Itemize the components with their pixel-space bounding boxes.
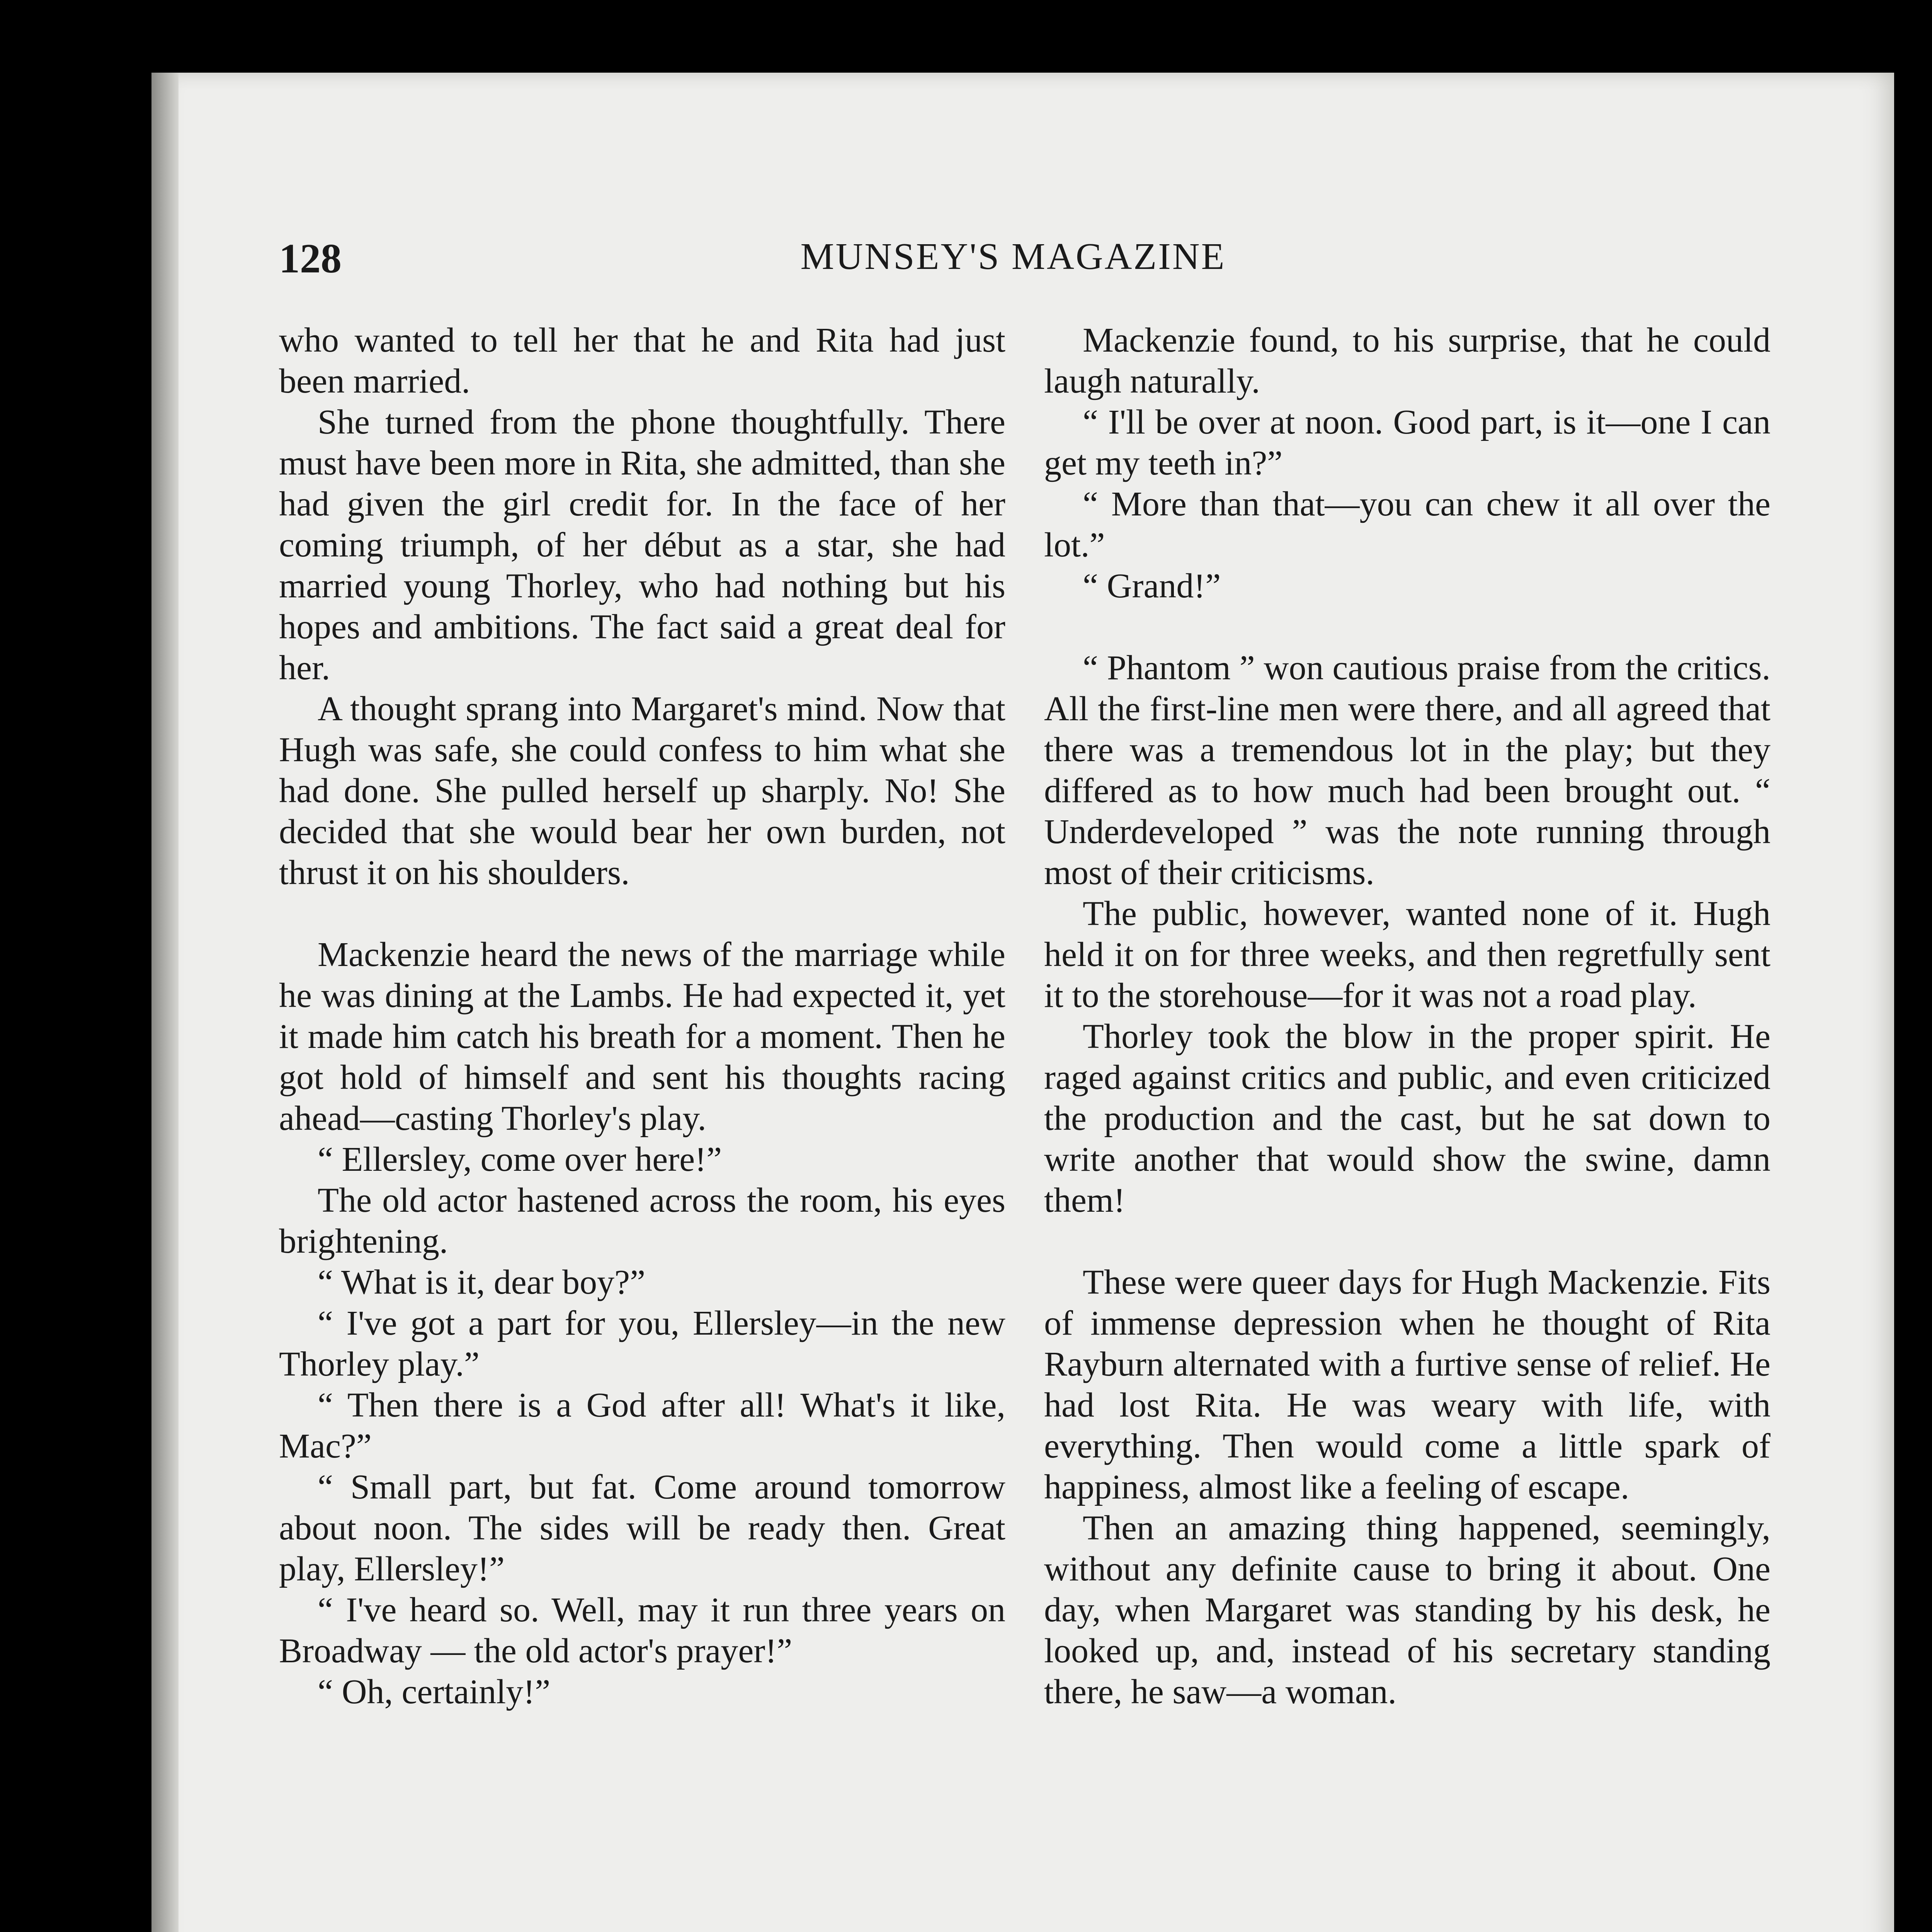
right-column [1044,320,1770,1713]
paragraph: These were queer days for Hugh Mackenzie. Fits of immense depression when he thought of Rita Rayburn alternated with a furtive sense of relief. He had lost Rita. He was weary with life, with everything. Then would come a little spark of happiness, almost like a feeling of escape. [1044,1263,1770,1506]
paragraph: Thorley took the blow in the proper spirit. He raged against critics and public, and even criticized the production and the cast, but he sat down to write another that would show the swine, damn them! [1044,1017,1770,1219]
paragraph: “ I'll be over at noon. Good part, is it—one I can get my teeth in?” [1044,403,1770,482]
paragraph: who wanted to tell her that he and Rita had just been married. [279,321,1005,400]
paragraph: “ Phantom ” won cautious praise from the critics. All the first-line men were there, and all agreed that there was a tremendous lot in the play; but they differed as to how much had been brought out. “ Underdeveloped ” was the note running through most of their criticisms. [1044,649,1770,892]
paragraph: A thought sprang into Margaret's mind. Now that Hugh was safe, she could confess to him what she had done. She pulled herself up sharply. No! She decided that she would bear her own burden, not thrust it on his shoulders. [279,690,1005,892]
paragraph: Then an amazing thing happened, seemingly, without any definite cause to bring it about. One day, when Margaret was standing by his desk, he looked up, and, instead of his secretary standing there, he saw—a woman. [1044,1509,1770,1711]
paragraph: Mackenzie found, to his surprise, that he could laugh naturally. [1044,321,1770,400]
left-column [279,320,1005,1713]
paragraph: “ Then there is a God after all! What's it like, Mac?” [279,1386,1005,1465]
page-number: 128 [279,236,342,282]
paragraph: “ What is it, dear boy?” [318,1263,646,1301]
page-gutter-shadow [151,73,179,1932]
section-break [1044,607,1770,648]
magazine-page [151,73,1894,1932]
section-break [1044,1221,1770,1262]
page-header [279,235,1747,289]
paragraph: She turned from the phone thoughtfully. There must have been more in Rita, she admitted, than she had given the girl credit for. In the face of her coming triumph, of her début as a star, she had married young Thorley, who had nothing but his hopes and ambitions. The fact said a great deal for her. [279,403,1005,687]
section-break [279,893,1005,934]
paragraph: Mackenzie heard the news of the marriage while he was dining at the Lambs. He had expected it, yet it made him catch his breath for a moment. Then he got hold of himself and sent his thoughts racing ahead—casting Thorley's play. [279,935,1005,1138]
paragraph: “ Grand!” [1083,567,1221,605]
paragraph: “ Small part, but fat. Come around tomorrow about noon. The sides will be ready then. Great play, Ellersley!” [279,1468,1005,1588]
paragraph: The old actor hastened across the room, his eyes brightening. [279,1181,1005,1260]
paragraph: “ More than that—you can chew it all over the lot.” [1044,485,1770,564]
paragraph: “ I've heard so. Well, may it run three years on Broadway — the old actor's prayer!” [279,1591,1005,1670]
running-title: MUNSEY'S MAGAZINE [800,236,1226,277]
paragraph: The public, however, wanted none of it. Hugh held it on for three weeks, and then regretfully sent it to the storehouse—for it was not a road play. [1044,895,1770,1015]
paragraph: “ Ellersley, come over here!” [318,1140,722,1179]
paragraph: “ I've got a part for you, Ellersley—in the new Thorley play.” [279,1304,1005,1383]
paragraph: “ Oh, certainly!” [318,1673,551,1711]
